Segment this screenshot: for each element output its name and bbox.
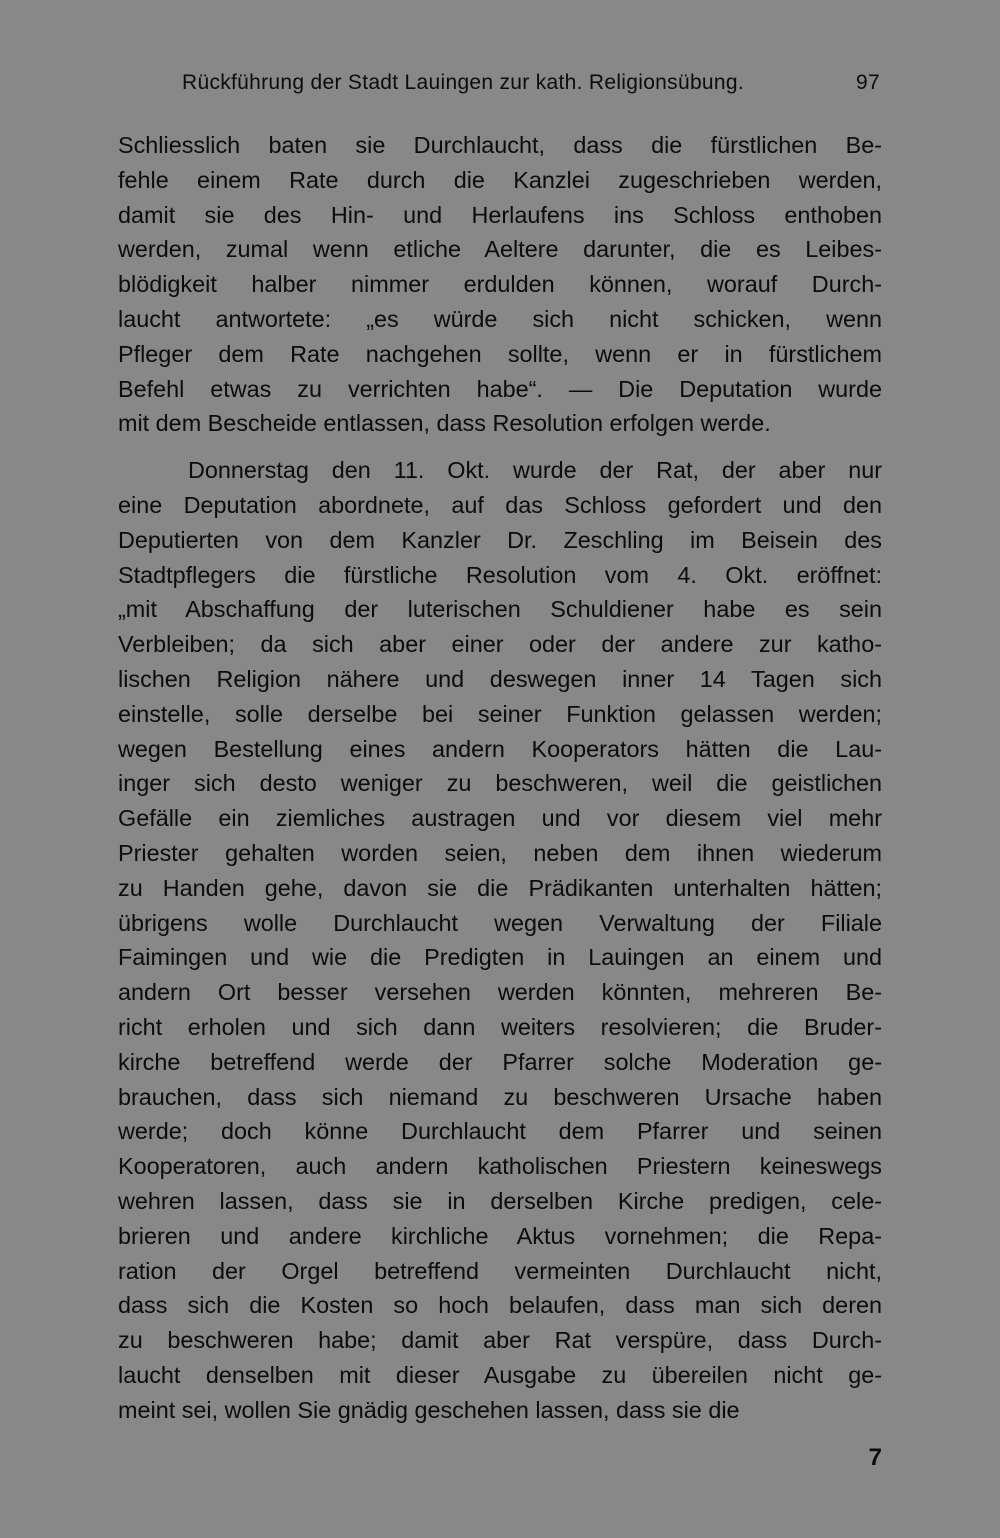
text-line: zu Handen gehe, davon sie die Prädikanten unterhalten hätten; bbox=[118, 874, 882, 901]
text-line: kirche betreffend werde der Pfarrer solche Moderation ge- bbox=[118, 1048, 882, 1075]
text-line: werden, zumal wenn etliche Aeltere darunter, die es Leibes- bbox=[118, 236, 882, 263]
page-number: 97 bbox=[856, 71, 880, 94]
text-line: ration der Orgel betreffend vermeinten Durchlaucht nicht, bbox=[118, 1257, 882, 1284]
text-line: Donnerstag den 11. Okt. wurde der Rat, der aber nur bbox=[188, 457, 882, 484]
text-line: blödigkeit halber nimmer erdulden können, worauf Durch- bbox=[118, 271, 882, 298]
text-line: werde; doch könne Durchlaucht dem Pfarrer und seinen bbox=[118, 1118, 882, 1145]
text-line: fehle einem Rate durch die Kanzlei zugeschrieben werden, bbox=[118, 166, 882, 193]
signature-mark: 7 bbox=[868, 1444, 882, 1471]
text-line: brauchen, dass sich niemand zu beschweren Ursache haben bbox=[118, 1083, 882, 1110]
body-text bbox=[118, 128, 882, 1427]
text-line: zu beschweren habe; damit aber Rat verspüre, dass Durch- bbox=[118, 1327, 882, 1354]
text-line: andern Ort besser versehen werden könnten, mehreren Be- bbox=[118, 979, 882, 1006]
text-line: Faimingen und wie die Predigten in Lauingen an einem und bbox=[118, 944, 882, 971]
text-line: „mit Abschaffung der luterischen Schuldiener habe es sein bbox=[118, 596, 882, 623]
text-line: mit dem Bescheide entlassen, dass Resolution erfolgen werde. bbox=[118, 410, 771, 437]
text-line: übrigens wolle Durchlaucht wegen Verwaltung der Filiale bbox=[118, 909, 882, 936]
text-line: Deputierten von dem Kanzler Dr. Zeschling im Beisein des bbox=[118, 526, 882, 553]
text-line: brieren und andere kirchliche Aktus vornehmen; die Repa- bbox=[118, 1222, 882, 1249]
text-line: Priester gehalten worden seien, neben dem ihnen wiederum bbox=[118, 839, 882, 866]
text-line: Gefälle ein ziemliches austragen und vor diesem viel mehr bbox=[118, 805, 882, 832]
text-line: einstelle, solle derselbe bei seiner Funktion gelassen werden; bbox=[118, 700, 882, 727]
text-line: damit sie des Hin- und Herlaufens ins Schloss enthoben bbox=[118, 201, 882, 228]
text-line: meint sei, wollen Sie gnädig geschehen lassen, dass sie die bbox=[118, 1396, 740, 1423]
running-title: Rückführung der Stadt Lauingen zur kath. Religionsübung. bbox=[182, 71, 744, 94]
text-line: Stadtpflegers die fürstliche Resolution vom 4. Okt. eröffnet: bbox=[118, 561, 882, 588]
text-line: Verbleiben; da sich aber einer oder der andere zur katho- bbox=[118, 631, 882, 658]
text-line: laucht denselben mit dieser Ausgabe zu übereilen nicht ge- bbox=[118, 1361, 882, 1388]
text-line: eine Deputation abordnete, auf das Schloss gefordert und den bbox=[118, 491, 882, 518]
paragraph-2 bbox=[118, 453, 882, 1427]
text-line: wehren lassen, dass sie in derselben Kirche predigen, cele- bbox=[118, 1187, 882, 1214]
text-line: laucht antwortete: „es würde sich nicht schicken, wenn bbox=[118, 305, 882, 332]
text-line: lischen Religion nähere und deswegen inner 14 Tagen sich bbox=[118, 665, 882, 692]
text-line: inger sich desto weniger zu beschweren, weil die geistlichen bbox=[118, 770, 882, 797]
text-line: richt erholen und sich dann weiters resolvieren; die Bruder- bbox=[118, 1013, 882, 1040]
paragraph-1 bbox=[118, 128, 882, 441]
text-line: Kooperatoren, auch andern katholischen Priestern keineswegs bbox=[118, 1153, 882, 1180]
running-head bbox=[182, 66, 880, 100]
text-line: Befehl etwas zu verrichten habe“. — Die Deputation wurde bbox=[118, 375, 882, 402]
text-line: Schliesslich baten sie Durchlaucht, dass die fürstlichen Be- bbox=[118, 132, 882, 158]
text-line: Pfleger dem Rate nachgehen sollte, wenn er in fürstlichem bbox=[118, 340, 882, 367]
text-line: dass sich die Kosten so hoch belaufen, dass man sich deren bbox=[118, 1292, 882, 1319]
text-line: wegen Bestellung eines andern Kooperators hätten die Lau- bbox=[118, 735, 882, 762]
